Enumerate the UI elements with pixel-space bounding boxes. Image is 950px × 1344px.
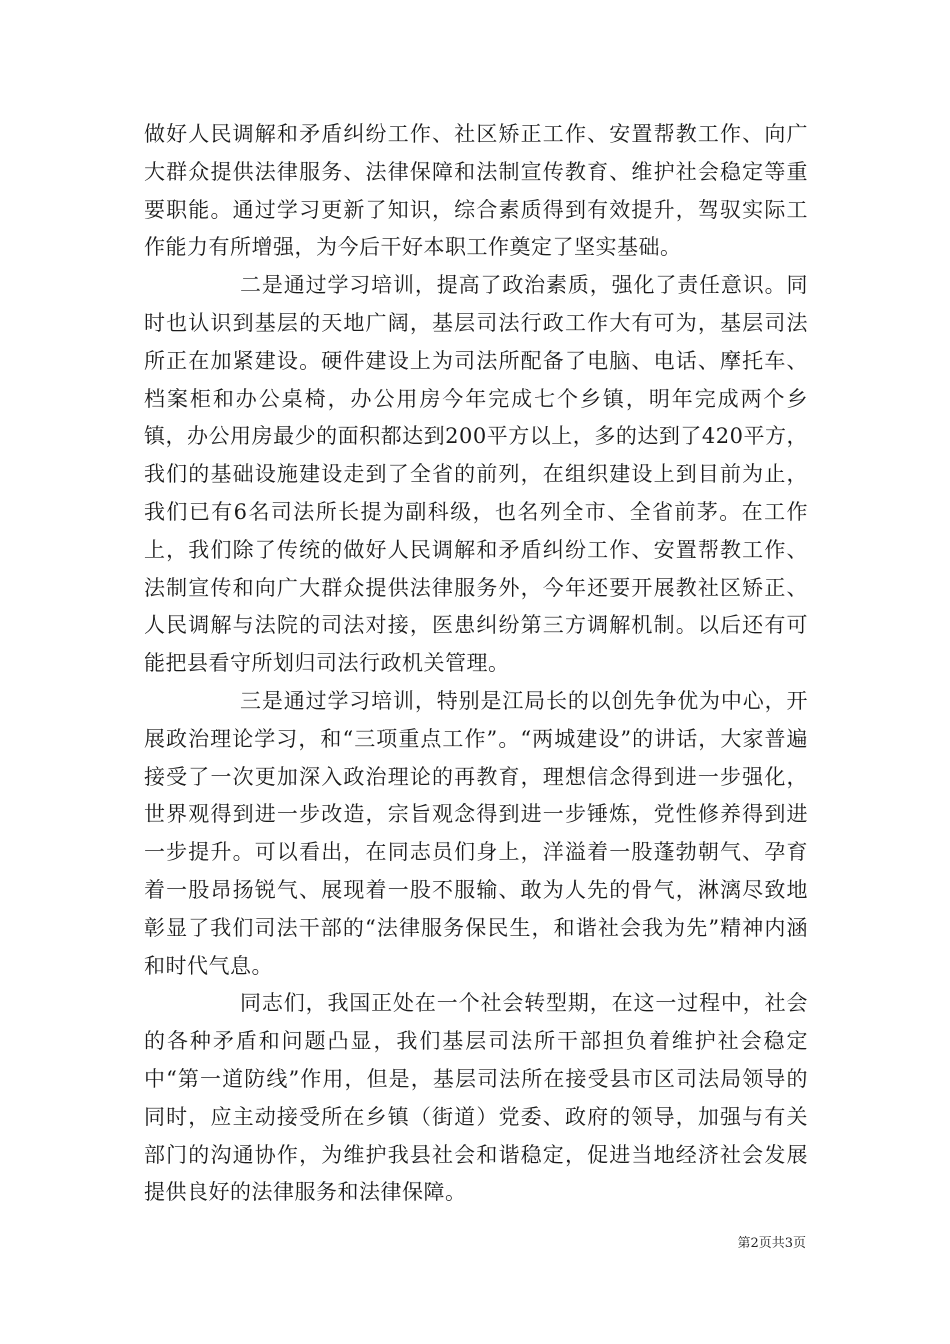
paragraph-3: 三是通过学习培训，特别是江局长的以创先争优为中心，开展政治理论学习，和“三项重点工作”。“两城建设”的讲话，大家普遍接受了一次更加深入政治理论的再教育，理想信念得到进一步强化，世界观得到进一步改造，宗旨观念得到进一步锤炼，党性修养得到进一步提升。可以看出，在同志员们身上，洋溢着一股蓬勃朝气、孕育着一股昂扬锐气、展现着一股不服输、敢为人先的骨气，淋漓尽致地彰显了我们司法干部的“法律服务保民生，和谐社会我为先”精神内涵和时代气息。 xyxy=(144,688,808,978)
paragraph-2: 二是通过学习培训，提高了政治素质，强化了责任意识。同时也认识到基层的天地广阔，基层司法行政工作大有可为，基层司法所正在加紧建设。硬件建设上为司法所配备了电脑、电话、摩托车、档案柜和办公桌椅，办公用房今年完成七个乡镇，明年完成两个乡镇，办公用房最少的面积都达到200平方以上，多的达到了420平方，我们的基础设施建设走到了全省的前列，在组织建设上到目前为止，我们已有6名司法所长提为副科级，也名列全市、全省前茅。在工作上，我们除了传统的做好人民调解和矛盾纠纷工作、安置帮教工作、法制宣传和向广大群众提供法律服务外，今年还要开展教社区矫正、人民调解与法院的司法对接，医患纠纷第三方调解机制。以后还有可能把县看守所划归司法行政机关管理。 xyxy=(144,273,808,676)
paragraph-4: 同志们，我国正处在一个社会转型期，在这一过程中，社会的各种矛盾和问题凸显，我们基层司法所干部担负着维护社会稳定中“第一道防线”作用，但是，基层司法所在接受县市区司法局领导的同时，应主动接受所在乡镇（街道）党委、政府的领导，加强与有关部门的沟通协作，为维护我县社会和谐稳定，促进当地经济社会发展提供良好的法律服务和法律保障。 xyxy=(144,991,808,1205)
paragraph-1: 做好人民调解和矛盾纠纷工作、社区矫正工作、安置帮教工作、向广大群众提供法律服务、法律保障和法制宣传教育、维护社会稳定等重要职能。通过学习更新了知识，综合素质得到有效提升，驾驭实际工作能力有所增强，为今后干好本职工作奠定了坚实基础。 xyxy=(144,122,808,260)
document-body xyxy=(144,116,808,1212)
page-number: 第2页共3页 xyxy=(737,1236,806,1251)
